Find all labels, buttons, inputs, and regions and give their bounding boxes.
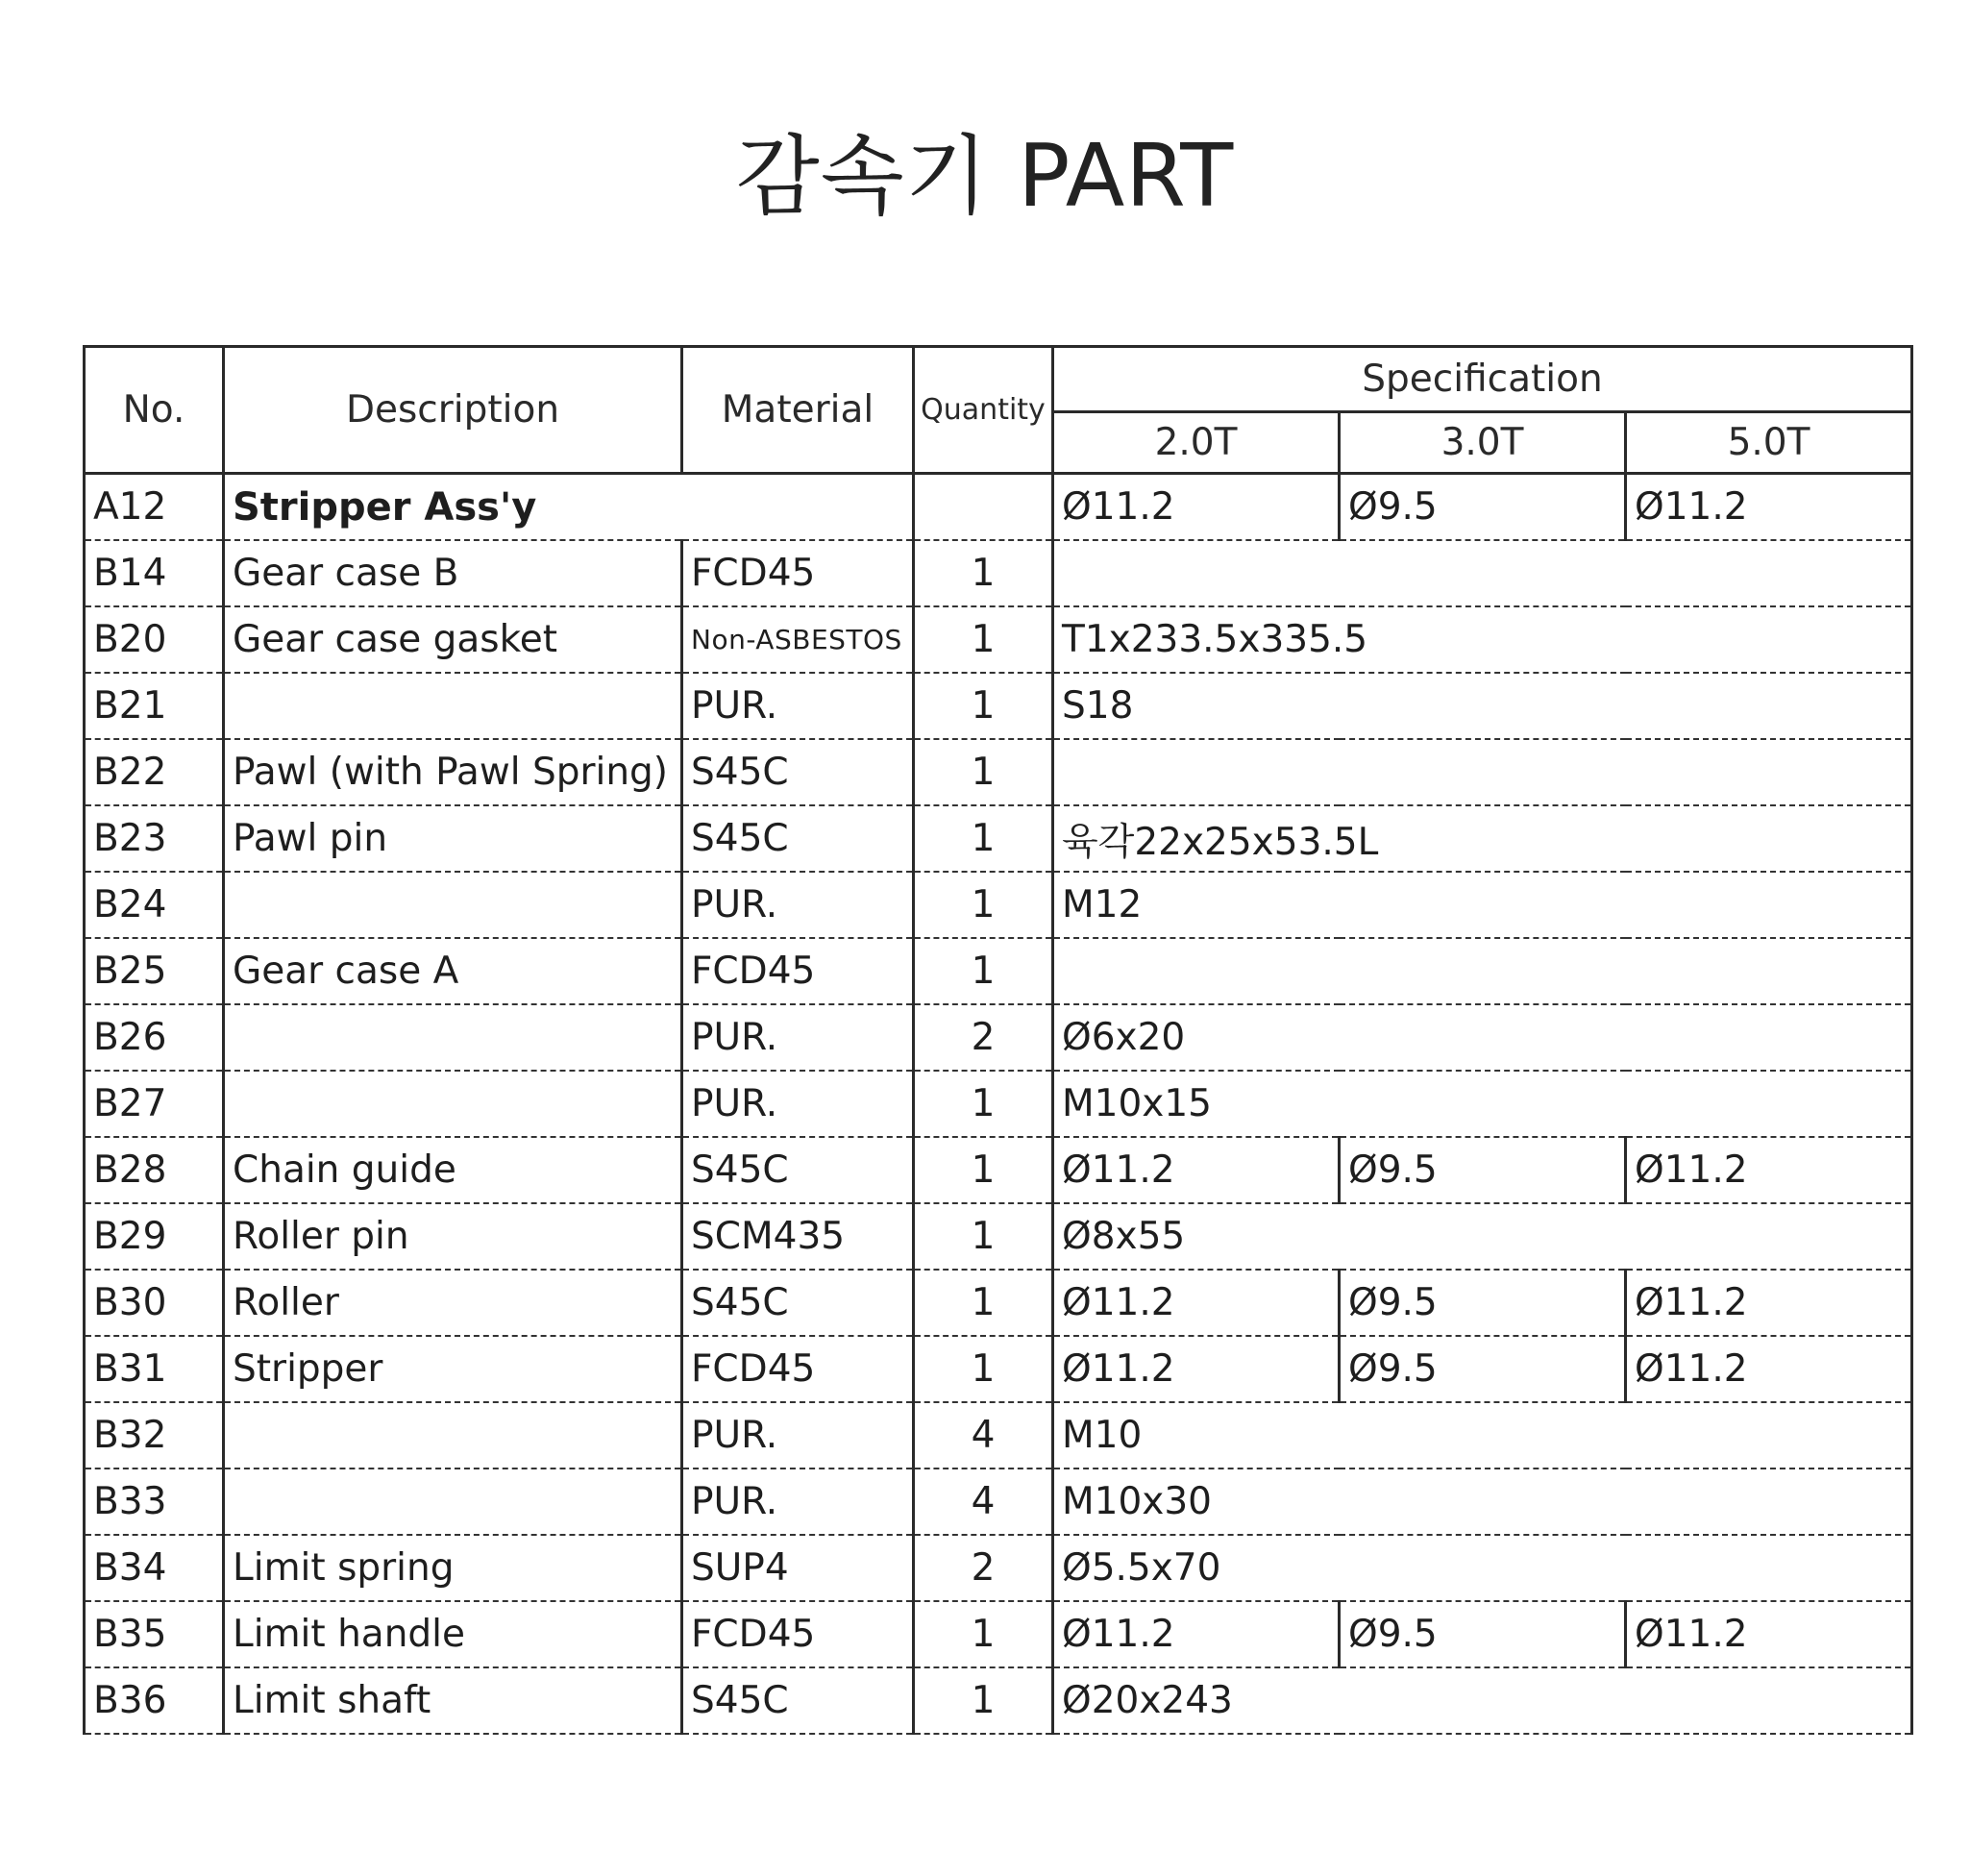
cell-quantity: 1 — [914, 805, 1053, 872]
table-row — [85, 739, 1912, 805]
cell-no: B23 — [85, 805, 224, 872]
table-body — [85, 474, 1912, 1735]
cell-quantity: 4 — [914, 1469, 1053, 1535]
cell-material: PUR. — [682, 1402, 914, 1469]
cell-no: B25 — [85, 938, 224, 1004]
cell-material: PUR. — [682, 1004, 914, 1071]
cell-material: PUR. — [682, 1469, 914, 1535]
cell-no: B21 — [85, 673, 224, 739]
cell-quantity: 2 — [914, 1004, 1053, 1071]
cell-spec: Ø9.5 — [1340, 1336, 1626, 1402]
table-row — [85, 1071, 1912, 1137]
cell-spec: Ø11.2 — [1626, 1336, 1912, 1402]
cell-quantity: 1 — [914, 1071, 1053, 1137]
table-row — [85, 805, 1912, 872]
table-row — [85, 1336, 1912, 1402]
cell-spec: M10x15 — [1053, 1071, 1912, 1137]
cell-quantity: 1 — [914, 606, 1053, 673]
cell-no: B35 — [85, 1601, 224, 1667]
cell-quantity: 1 — [914, 1270, 1053, 1336]
header-spec-5t: 5.0T — [1626, 412, 1912, 474]
cell-quantity: 1 — [914, 739, 1053, 805]
cell-description: Limit handle — [224, 1601, 682, 1667]
cell-spec: Ø11.2 — [1053, 1270, 1340, 1336]
cell-no: B33 — [85, 1469, 224, 1535]
cell-description: Gear case gasket — [224, 606, 682, 673]
cell-description: Gear case B — [224, 540, 682, 606]
table-row — [85, 606, 1912, 673]
cell-material: Non-ASBESTOS — [682, 606, 914, 673]
cell-spec: Ø20x243 — [1053, 1667, 1912, 1734]
cell-spec: M12 — [1053, 872, 1912, 938]
cell-spec: Ø11.2 — [1053, 1601, 1340, 1667]
cell-spec — [1053, 739, 1912, 805]
cell-material: FCD45 — [682, 938, 914, 1004]
cell-description: Chain guide — [224, 1137, 682, 1203]
cell-description: Gear case A — [224, 938, 682, 1004]
cell-description: Roller — [224, 1270, 682, 1336]
table-row — [85, 1203, 1912, 1270]
table-row — [85, 1469, 1912, 1535]
cell-no: B20 — [85, 606, 224, 673]
cell-material: S45C — [682, 1270, 914, 1336]
cell-quantity: 1 — [914, 872, 1053, 938]
cell-no: B36 — [85, 1667, 224, 1734]
cell-description: Pawl pin — [224, 805, 682, 872]
cell-no: B34 — [85, 1535, 224, 1601]
table-row — [85, 540, 1912, 606]
cell-spec: 육각22x25x53.5L — [1053, 805, 1912, 872]
cell-spec — [1053, 938, 1912, 1004]
cell-spec: Ø9.5 — [1340, 1137, 1626, 1203]
cell-material: S45C — [682, 1137, 914, 1203]
cell-description — [224, 1469, 682, 1535]
cell-quantity: 1 — [914, 1137, 1053, 1203]
cell-material: FCD45 — [682, 1336, 914, 1402]
header-specification: Specification — [1053, 347, 1912, 412]
cell-spec: M10x30 — [1053, 1469, 1912, 1535]
cell-description — [224, 673, 682, 739]
cell-spec: Ø11.2 — [1053, 474, 1340, 541]
cell-quantity: 1 — [914, 938, 1053, 1004]
cell-material: PUR. — [682, 872, 914, 938]
cell-spec: Ø11.2 — [1626, 1270, 1912, 1336]
cell-spec — [1053, 540, 1912, 606]
cell-no: B30 — [85, 1270, 224, 1336]
cell-description: Limit shaft — [224, 1667, 682, 1734]
header-spec-2t: 2.0T — [1053, 412, 1340, 474]
header-description: Description — [224, 347, 682, 474]
table-row — [85, 673, 1912, 739]
cell-material: S45C — [682, 1667, 914, 1734]
table-row — [85, 1535, 1912, 1601]
cell-quantity: 1 — [914, 1203, 1053, 1270]
cell-no: B14 — [85, 540, 224, 606]
cell-no: B26 — [85, 1004, 224, 1071]
table-row — [85, 1402, 1912, 1469]
cell-spec: Ø11.2 — [1053, 1137, 1340, 1203]
parts-table — [83, 345, 1913, 1735]
table-row — [85, 1137, 1912, 1203]
cell-quantity: 4 — [914, 1402, 1053, 1469]
cell-spec: Ø11.2 — [1626, 1601, 1912, 1667]
cell-material: FCD45 — [682, 540, 914, 606]
cell-description: Limit spring — [224, 1535, 682, 1601]
cell-quantity: 1 — [914, 540, 1053, 606]
header-spec-3t: 3.0T — [1340, 412, 1626, 474]
cell-no: B32 — [85, 1402, 224, 1469]
cell-spec: Ø6x20 — [1053, 1004, 1912, 1071]
cell-quantity — [914, 474, 1053, 541]
cell-description — [224, 1071, 682, 1137]
cell-quantity: 2 — [914, 1535, 1053, 1601]
table-row — [85, 1667, 1912, 1734]
cell-description — [224, 1402, 682, 1469]
cell-spec: Ø5.5x70 — [1053, 1535, 1912, 1601]
header-material: Material — [682, 347, 914, 474]
cell-spec: Ø9.5 — [1340, 1601, 1626, 1667]
cell-description: Stripper Ass'y — [224, 474, 914, 541]
cell-no: B28 — [85, 1137, 224, 1203]
header-quantity: Quantity — [914, 347, 1053, 474]
cell-no: B22 — [85, 739, 224, 805]
cell-spec: Ø9.5 — [1340, 474, 1626, 541]
cell-spec: T1x233.5x335.5 — [1053, 606, 1912, 673]
cell-material: SCM435 — [682, 1203, 914, 1270]
table-row — [85, 474, 1912, 541]
cell-spec: Ø8x55 — [1053, 1203, 1912, 1270]
cell-description — [224, 872, 682, 938]
cell-spec: M10 — [1053, 1402, 1912, 1469]
cell-description: Pawl (with Pawl Spring) — [224, 739, 682, 805]
cell-quantity: 1 — [914, 1336, 1053, 1402]
cell-description: Roller pin — [224, 1203, 682, 1270]
cell-material: PUR. — [682, 673, 914, 739]
cell-description: Stripper — [224, 1336, 682, 1402]
table-row — [85, 1004, 1912, 1071]
cell-quantity: 1 — [914, 1667, 1053, 1734]
cell-description — [224, 1004, 682, 1071]
table-row — [85, 1270, 1912, 1336]
table-row — [85, 872, 1912, 938]
cell-no: B24 — [85, 872, 224, 938]
cell-material: PUR. — [682, 1071, 914, 1137]
cell-material: S45C — [682, 739, 914, 805]
cell-no: A12 — [85, 474, 224, 541]
cell-no: B29 — [85, 1203, 224, 1270]
cell-spec: Ø11.2 — [1053, 1336, 1340, 1402]
cell-material: SUP4 — [682, 1535, 914, 1601]
cell-no: B31 — [85, 1336, 224, 1402]
cell-no: B27 — [85, 1071, 224, 1137]
cell-spec: Ø11.2 — [1626, 474, 1912, 541]
cell-spec: Ø11.2 — [1626, 1137, 1912, 1203]
cell-spec: S18 — [1053, 673, 1912, 739]
table-row — [85, 938, 1912, 1004]
cell-spec: Ø9.5 — [1340, 1270, 1626, 1336]
cell-material: FCD45 — [682, 1601, 914, 1667]
table-row — [85, 1601, 1912, 1667]
cell-quantity: 1 — [914, 673, 1053, 739]
cell-material: S45C — [682, 805, 914, 872]
cell-quantity: 1 — [914, 1601, 1053, 1667]
header-no: No. — [85, 347, 224, 474]
page-title: 감속기 PART — [735, 126, 1235, 227]
